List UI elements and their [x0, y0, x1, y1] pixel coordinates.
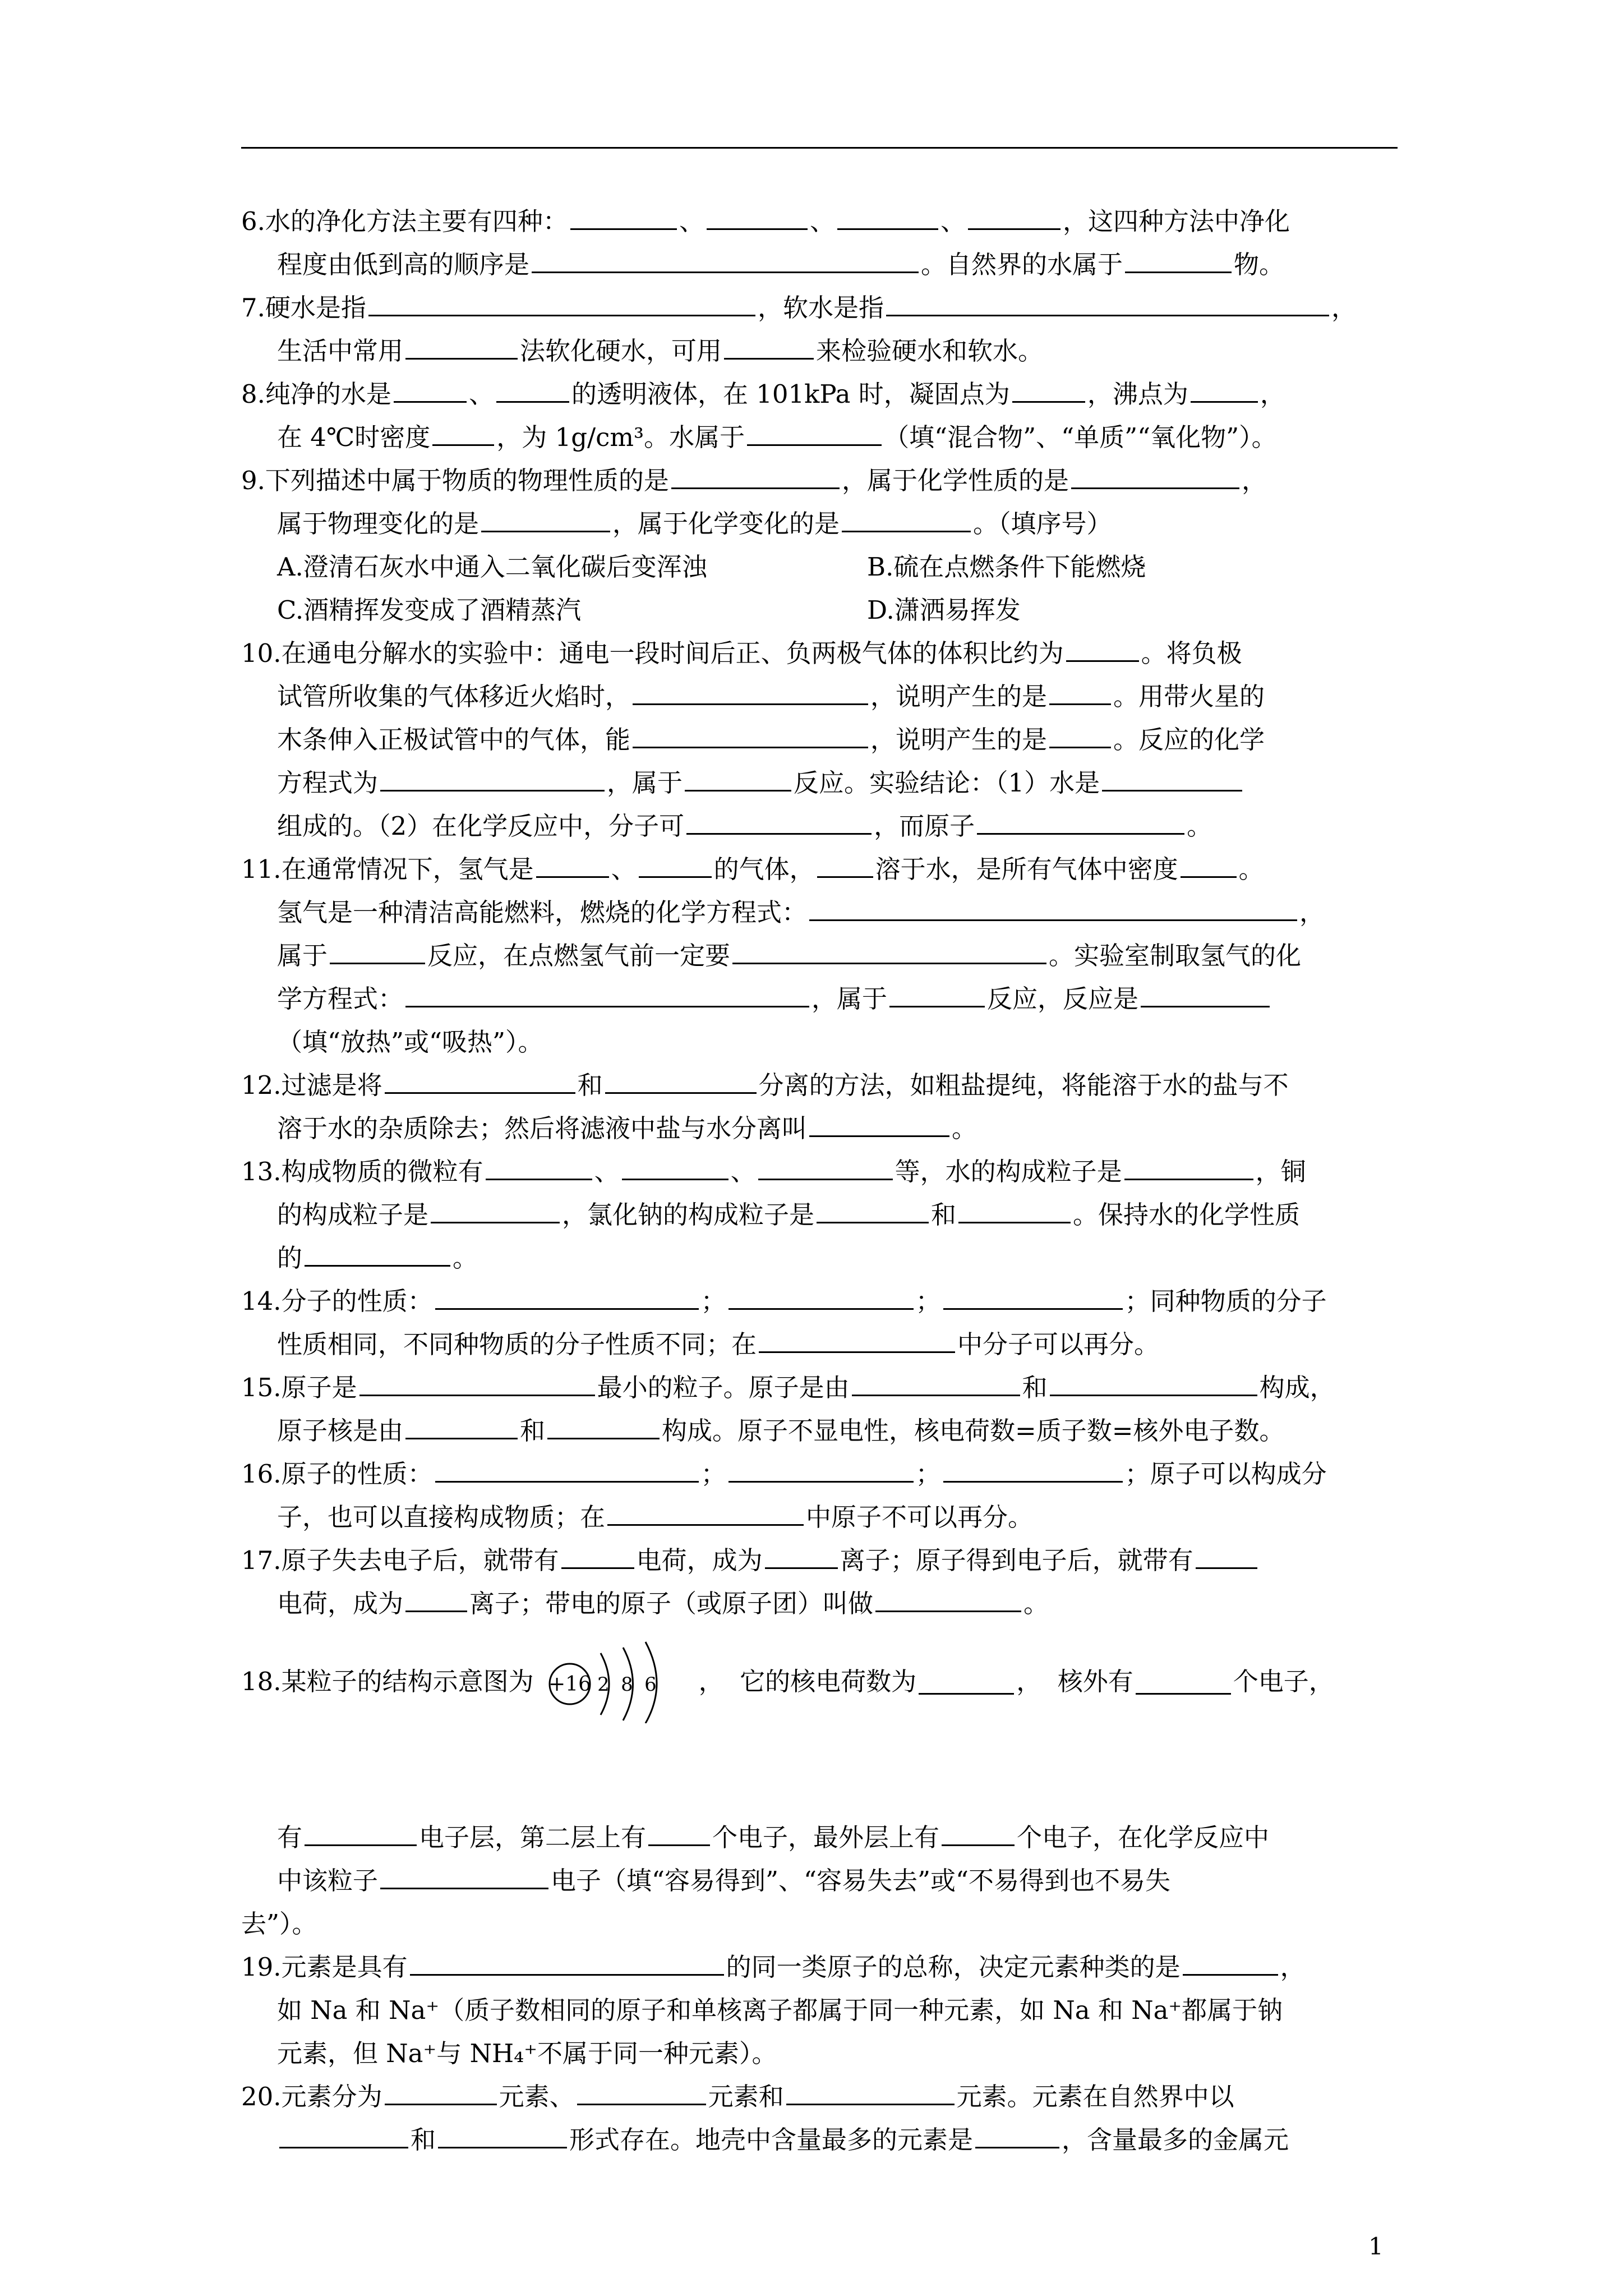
answer-blank[interactable] — [1181, 851, 1237, 878]
answer-blank[interactable] — [686, 808, 872, 835]
answer-blank[interactable] — [435, 1456, 699, 1483]
answer-blank[interactable] — [622, 1153, 728, 1180]
answer-blank[interactable] — [671, 462, 840, 489]
answer-blank[interactable] — [605, 1067, 757, 1094]
answer-blank[interactable] — [1102, 765, 1242, 792]
answer-blank[interactable] — [747, 419, 882, 446]
answer-blank[interactable] — [817, 1197, 929, 1223]
q18-line-4: 去”）。 — [241, 1909, 317, 1939]
answer-blank[interactable] — [724, 333, 814, 360]
q13-line-3: 的 。 — [241, 1236, 1402, 1280]
answer-blank[interactable] — [685, 765, 791, 792]
q10-line-1: 10.在通电分解水的实验中：通电一段时间后正、负两极气体的体积比约为 。将负极 — [241, 632, 1402, 675]
q9-options-1: A.澄清石灰水中通入二氧化碳后变浑浊 B.硫在点燃条件下能燃烧 — [277, 552, 1146, 582]
q9-options-2: C.酒精挥发变成了酒精蒸汽 D.潇洒易挥发 — [277, 595, 1021, 625]
q18-line-2: 有 电子层，第二层上有 个电子，最外层上有 个电子，在化学反应中 — [241, 1816, 1402, 1859]
q7-line-1: 7.硬水是指 ，软水是指 ， — [241, 286, 1402, 329]
answer-blank[interactable] — [942, 1819, 1015, 1846]
answer-blank[interactable] — [330, 937, 425, 964]
answer-blank[interactable] — [536, 851, 609, 878]
q9-line-2: 属于物理变化的是 ，属于化学变化的是 。（填序号） — [241, 502, 1402, 545]
q20-line-2: 和 形式存在。地壳中含量最多的元素是 ，含量最多的金属元 — [241, 2118, 1402, 2161]
answer-blank[interactable] — [943, 1283, 1123, 1310]
answer-blank[interactable] — [405, 1412, 518, 1439]
q14-line-1: 14.分子的性质： ； ； ；同种物质的分子 — [241, 1280, 1402, 1323]
answer-blank[interactable] — [943, 1456, 1123, 1483]
answer-blank[interactable] — [305, 1819, 417, 1846]
q19-line-3: 元素，但 Na⁺与 NH₄⁺不属于同一种元素）。 — [277, 2039, 777, 2068]
q20-line-1: 20.元素分为 元素、 元素和 元素。元素在自然界中以 — [241, 2075, 1402, 2118]
answer-blank[interactable] — [765, 1542, 838, 1569]
answer-blank[interactable] — [1183, 1949, 1278, 1976]
answer-blank[interactable] — [561, 1542, 634, 1569]
answer-blank[interactable] — [837, 203, 938, 230]
q12-line-1: 12.过滤是将 和 分离的方法，如粗盐提纯，将能溶于水的盐与不 — [241, 1064, 1402, 1107]
answer-blank[interactable] — [305, 1240, 450, 1267]
answer-blank[interactable] — [1136, 1668, 1231, 1695]
answer-blank[interactable] — [435, 1283, 699, 1310]
q17-line-1: 17.原子失去电子后，就带有 电荷，成为 离子；原子得到电子后，就带有 — [241, 1539, 1402, 1582]
answer-blank[interactable] — [279, 2122, 408, 2148]
answer-blank[interactable] — [842, 505, 971, 532]
answer-blank[interactable] — [639, 851, 712, 878]
q18-line-1: 18.某粒子的结构示意图为 +16 2 8 6 ， 它的核电荷数为 ， 核外有 个电子， — [241, 1625, 1402, 1737]
q6-line-1: 6.水的净化方法主要有四种： 、 、 、 ，这四种方法中净化 — [241, 200, 1402, 243]
answer-blank[interactable] — [431, 1197, 560, 1223]
answer-blank[interactable] — [496, 376, 569, 403]
answer-blank[interactable] — [405, 333, 518, 360]
q10-line-3: 木条伸入正极试管中的气体，能 ，说明产生的是 。反应的化学 — [241, 718, 1402, 761]
q13-line-2: 的构成粒子是 ，氯化钠的构成粒子是 和 。保持水的化学性质 — [241, 1193, 1402, 1236]
answer-blank[interactable] — [486, 1153, 592, 1180]
answer-blank[interactable] — [385, 2078, 497, 2105]
q18-line-3: 中该粒子 电子（填“容易得到”、“容易失去”或“不易得到也不易失 — [241, 1859, 1402, 1902]
answer-blank[interactable] — [577, 2078, 706, 2105]
answer-blank[interactable] — [633, 721, 868, 748]
answer-blank[interactable] — [732, 937, 1046, 964]
q8-line-2: 在 4℃时密度 ，为 1g/cm³。水属于 （填“混合物”、“单质”“氧化物”）。 — [241, 416, 1402, 459]
q11-line-5: （填“放热”或“吸热”）。 — [277, 1027, 543, 1057]
answer-blank[interactable] — [1191, 376, 1258, 403]
q10-line-4: 方程式为 ，属于 反应。实验结论：（1）水是 — [241, 761, 1402, 804]
answer-blank[interactable] — [1125, 246, 1232, 273]
answer-blank[interactable] — [385, 1067, 575, 1094]
answer-blank[interactable] — [481, 505, 610, 532]
page-number: 1 — [1368, 2233, 1384, 2260]
q14-line-2: 性质相同，不同种物质的分子性质不同；在 中分子可以再分。 — [241, 1323, 1402, 1366]
answer-blank[interactable] — [547, 1412, 660, 1439]
answer-blank[interactable] — [975, 2122, 1059, 2148]
answer-blank[interactable] — [1124, 1153, 1253, 1180]
shell-1-count: 2 — [597, 1673, 610, 1696]
answer-blank[interactable] — [570, 203, 677, 230]
answer-blank[interactable] — [532, 246, 919, 273]
q16-line-2: 子，也可以直接构成物质；在 中原子不可以再分。 — [241, 1496, 1402, 1539]
q8-line-1: 8.纯净的水是 、 的透明液体，在 101kPa 时，凝固点为 ，沸点为 ， — [241, 372, 1402, 416]
answer-blank[interactable] — [1050, 1369, 1257, 1396]
answer-blank[interactable] — [410, 1949, 724, 1976]
q10-line-2: 试管所收集的气体移近火焰时， ，说明产生的是 。用带火星的 — [241, 675, 1402, 718]
q9-line-1: 9.下列描述中属于物质的物理性质的是 ，属于化学性质的是 ， — [241, 459, 1402, 502]
answer-blank[interactable] — [875, 1585, 1021, 1612]
answer-blank[interactable] — [809, 894, 1297, 921]
answer-blank[interactable] — [1141, 981, 1270, 1007]
answer-blank[interactable] — [405, 981, 809, 1007]
q19-line-1: 19.元素是具有 的同一类原子的总称，决定元素种类的是 ， — [241, 1945, 1402, 1989]
answer-blank[interactable] — [977, 808, 1184, 835]
answer-blank[interactable] — [432, 419, 494, 446]
worksheet-content — [241, 200, 1402, 2161]
shell-2-count: 8 — [620, 1673, 633, 1696]
q19-line-2: 如 Na 和 Na⁺（质子数相同的原子和单核离子都属于同一种元素，如 Na 和 Na⁺都属于钠 — [277, 1995, 1283, 2025]
answer-blank[interactable] — [405, 1585, 467, 1612]
atom-structure-diagram — [547, 1639, 676, 1723]
answer-blank[interactable] — [1049, 678, 1111, 705]
answer-blank[interactable] — [958, 1197, 1071, 1223]
q16-line-1: 16.原子的性质： ； ； ；原子可以构成分 — [241, 1452, 1402, 1496]
answer-blank[interactable] — [359, 1369, 595, 1396]
q17-line-2: 电荷，成为 离子；带电的原子（或原子团）叫做 。 — [241, 1582, 1402, 1625]
header-rule — [241, 147, 1398, 149]
q11-line-4: 学方程式： ，属于 反应，反应是 — [241, 977, 1402, 1020]
q13-line-1: 13.构成物质的微粒有 、 、 等，水的构成粒子是 ，铜 — [241, 1150, 1402, 1193]
answer-blank[interactable] — [889, 981, 985, 1007]
q12-line-2: 溶于水的杂质除去；然后将滤液中盐与水分离叫 。 — [241, 1107, 1402, 1150]
q7-line-2: 生活中常用 法软化硬水，可用 来检验硬水和软水。 — [241, 329, 1402, 372]
answer-blank[interactable] — [728, 1283, 914, 1310]
answer-blank[interactable] — [380, 1862, 548, 1889]
q11-line-2: 氢气是一种清洁高能燃料，燃烧的化学方程式： ， — [241, 891, 1402, 934]
answer-blank[interactable] — [648, 1819, 710, 1846]
answer-blank[interactable] — [380, 765, 605, 792]
nuclear-charge-label: +16 — [548, 1673, 591, 1696]
q6-line-2: 程度由低到高的顺序是 。自然界的水属于 物。 — [241, 243, 1402, 286]
answer-blank[interactable] — [852, 1369, 1020, 1396]
answer-blank[interactable] — [607, 1499, 804, 1526]
answer-blank[interactable] — [1071, 462, 1239, 489]
shell-3-count: 6 — [644, 1673, 657, 1696]
answer-blank[interactable] — [919, 1668, 1014, 1695]
answer-blank[interactable] — [886, 289, 1329, 316]
answer-blank[interactable] — [368, 289, 755, 316]
answer-blank[interactable] — [1049, 721, 1111, 748]
answer-blank[interactable] — [394, 376, 467, 403]
answer-blank[interactable] — [633, 678, 868, 705]
answer-blank[interactable] — [758, 1153, 893, 1180]
answer-blank[interactable] — [707, 203, 808, 230]
answer-blank[interactable] — [728, 1456, 914, 1483]
answer-blank[interactable] — [1012, 376, 1085, 403]
q15-line-1: 15.原子是 最小的粒子。原子是由 和 构成， — [241, 1366, 1402, 1409]
answer-blank[interactable] — [809, 1110, 949, 1137]
answer-blank[interactable] — [817, 851, 873, 878]
q11-line-1: 11.在通常情况下，氢气是 、 的气体， 溶于水，是所有气体中密度 。 — [241, 848, 1402, 891]
answer-blank[interactable] — [759, 1326, 955, 1353]
answer-blank[interactable] — [1066, 635, 1139, 662]
answer-blank[interactable] — [438, 2122, 567, 2148]
q15-line-2: 原子核是由 和 构成。原子不显电性，核电荷数=质子数=核外电子数。 — [241, 1409, 1402, 1452]
answer-blank[interactable] — [1196, 1542, 1257, 1569]
answer-blank[interactable] — [786, 2078, 955, 2105]
q10-line-5: 组成的。（2）在化学反应中，分子可 ，而原子 。 — [241, 804, 1402, 848]
answer-blank[interactable] — [968, 203, 1061, 230]
q11-line-3: 属于 反应，在点燃氢气前一定要 。实验室制取氢气的化 — [241, 934, 1402, 977]
